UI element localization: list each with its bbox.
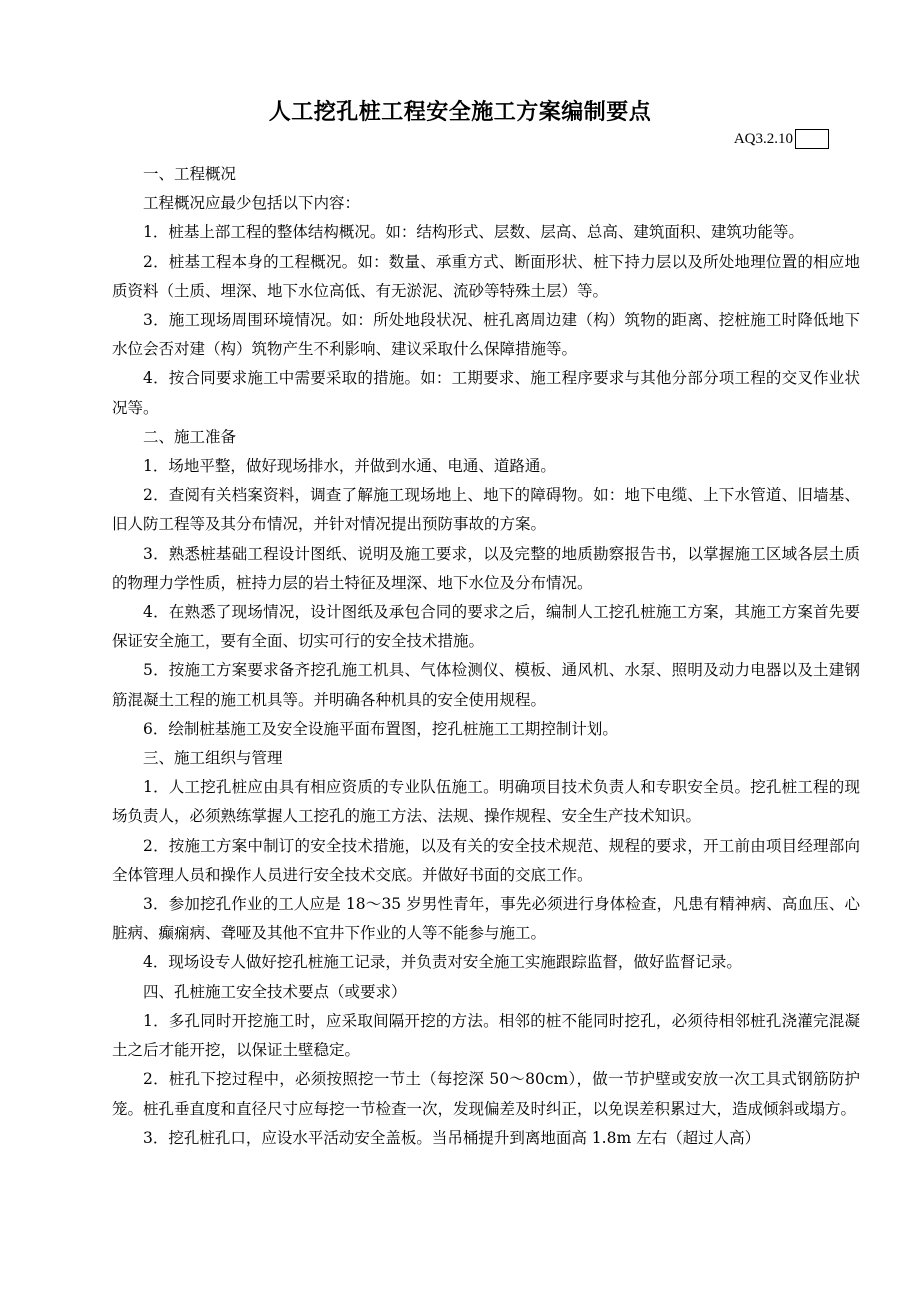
document-body: [112, 160, 860, 1153]
paragraph: 4．按合同要求施工中需要采取的措施。如：工期要求、施工程序要求与其他分部分项工程的交叉作业状况等。: [112, 369, 860, 417]
document-code-area: [734, 128, 829, 150]
document-code: AQ3.2.10: [733, 130, 793, 147]
paragraph: 2．桩基工程本身的工程概况。如：数量、承重方式、断面形状、桩下持力层以及所处地理位置的相应地质资料（土质、埋深、地下水位高低、有无淤泥、流砂等特殊土层）等。: [112, 252, 860, 300]
section-heading: 二、施工准备: [143, 427, 237, 446]
paragraph: 3．参加挖孔作业的工人应是 18～35 岁男性青年，事先必须进行身体检查，凡患有精神病、高血压、心脏病、癫痫病、聋哑及其他不宜井下作业的人等不能参与施工。: [112, 895, 860, 943]
paragraph: 1．场地平整，做好现场排水，并做到水通、电通、道路通。: [143, 457, 556, 476]
paragraph: 2．桩孔下挖过程中，必须按照挖一节土（每挖深 50～80cm），做一节护壁或安放一次工具式钢筋防护笼。桩孔垂直度和直径尺寸应每挖一节检查一次，发现偏差及时纠正，以免误差积累过大，造成倾斜或塌方。: [112, 1070, 860, 1118]
paragraph: 3．挖孔桩孔口，应设水平活动安全盖板。当吊桶提升到离地面高 1.8m 左右（超过人高）: [143, 1128, 761, 1147]
paragraph: 3．施工现场周围环境情况。如：所处地段状况、桩孔离周边建（构）筑物的距离、挖桩施工时降低地下水位会否对建（构）筑物产生不利影响、建议采取什么保障措施等。: [112, 311, 860, 359]
paragraph: 6．绘制桩基施工及安全设施平面布置图，挖孔桩施工工期控制计划。: [143, 719, 618, 738]
paragraph: 4．现场设专人做好挖孔桩施工记录，并负责对安全施工实施跟踪监督，做好监督记录。: [143, 953, 742, 972]
section-heading: 一、工程概况: [143, 165, 237, 183]
code-suffix-box: [795, 129, 829, 149]
paragraph: 2．查阅有关档案资料，调查了解施工现场地上、地下的障碍物。如：地下电缆、上下水管道、旧墙基、旧人防工程等及其分布情况，并针对情况提出预防事故的方案。: [112, 486, 860, 534]
paragraph: 1．多孔同时开挖施工时，应采取间隔开挖的方法。相邻的桩不能同时挖孔，必须待相邻桩孔浇灌完混凝土之后才能开挖，以保证土壁稳定。: [112, 1011, 860, 1060]
section-heading: 四、孔桩施工安全技术要点（或要求）: [143, 982, 407, 1001]
paragraph: 4．在熟悉了现场情况，设计图纸及承包合同的要求之后，编制人工挖孔桩施工方案，其施工方案首先要保证安全施工，要有全面、切实可行的安全技术措施。: [112, 603, 860, 651]
paragraph: 3．熟悉桩基础工程设计图纸、说明及施工要求，以及完整的地质勘察报告书，以掌握施工区域各层土质的物理力学性质，桩持力层的岩土特征及埋深、地下水位及分布情况。: [112, 544, 860, 592]
document-title: 人工挖孔桩工程安全施工方案编制要点: [268, 100, 652, 125]
paragraph: 5．按施工方案要求备齐挖孔施工机具、气体检测仪、模板、通风机、水泵、照明及动力电器以及土建钢筋混凝土工程的施工机具等。并明确各种机具的安全使用规程。: [112, 661, 860, 709]
paragraph: 工程概况应最少包括以下内容：: [143, 194, 361, 213]
paragraph: 1．桩基上部工程的整体结构概况。如：结构形式、层数、层高、总高、建筑面积、建筑功能等。: [143, 223, 804, 242]
paragraph: 1．人工挖孔桩应由具有相应资质的专业队伍施工。明确项目技术负责人和专职安全员。挖孔桩工程的现场负责人，必须熟练掌握人工挖孔的施工方法、法规、操作规程、安全生产技术知识。: [112, 778, 860, 826]
section-heading: 三、施工组织与管理: [143, 749, 283, 768]
paragraph: 2．按施工方案中制订的安全技术措施，以及有关的安全技术规范、规程的要求，开工前由项目经理部向全体管理人员和操作人员进行安全技术交底。并做好书面的交底工作。: [112, 836, 860, 884]
